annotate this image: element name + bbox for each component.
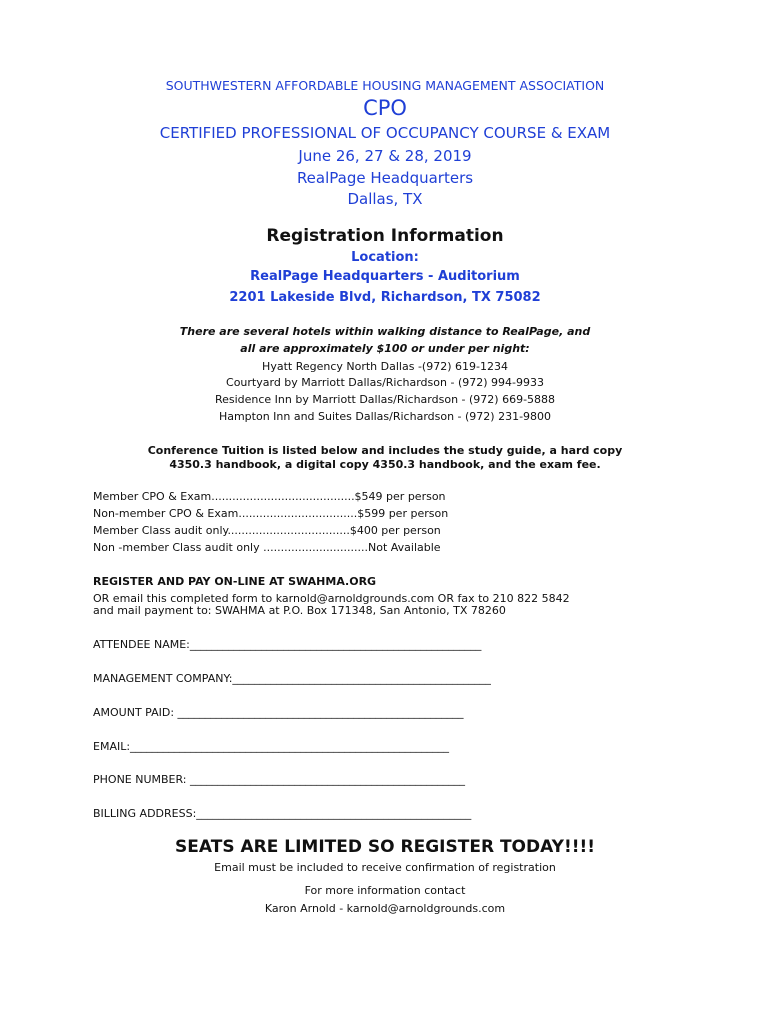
contact-line2: Karon Arnold - karnold@arnoldgrounds.com xyxy=(264,902,506,915)
contact-line1: For more information contact xyxy=(304,884,466,897)
tuition-note-line1: Conference Tuition is listed below and includes the study guide, a hard copy xyxy=(147,444,623,457)
amount-paid-field[interactable]: AMOUNT PAID: ____________________________________________________ xyxy=(93,706,464,719)
hotels-intro-line1: There are several hotels within walking distance to RealPage, and xyxy=(179,325,591,338)
course-city: Dallas, TX xyxy=(347,190,423,208)
billing-address-field[interactable]: BILLING ADDRESS:__________________________________________________ xyxy=(93,807,472,820)
register-online: REGISTER AND PAY ON-LINE AT SWAHMA.ORG xyxy=(93,575,377,588)
hotels-intro-line2: all are approximately $100 or under per night: xyxy=(240,342,530,355)
hotel-item: Courtyard by Marriott Dallas/Richardson - (972) 994-9933 xyxy=(226,376,544,389)
price-item: Member CPO & Exam.........................................$549 per person xyxy=(93,490,446,503)
location-label: Location: xyxy=(351,250,419,265)
confirmation-note: Email must be included to receive confirmation of registration xyxy=(214,861,556,874)
hotel-item: Hampton Inn and Suites Dallas/Richardson - (972) 231-9800 xyxy=(218,410,552,423)
course-venue: RealPage Headquarters xyxy=(296,169,474,187)
course-acronym: CPO xyxy=(363,96,407,120)
management-company-field[interactable]: MANAGEMENT COMPANY:_______________________________________________ xyxy=(93,672,491,685)
price-item: Member Class audit only...................................$400 per person xyxy=(93,524,441,537)
tuition-note-line2: 4350.3 handbook, a digital copy 4350.3 handbook, and the exam fee. xyxy=(169,458,601,471)
location-address: 2201 Lakeside Blvd, Richardson, TX 75082 xyxy=(229,290,541,305)
course-dates: June 26, 27 & 28, 2019 xyxy=(298,147,472,165)
email-field[interactable]: EMAIL:__________________________________________________________ xyxy=(93,740,450,753)
attendee-name-field[interactable]: ATTENDEE NAME:_____________________________________________________ xyxy=(93,638,482,651)
location-name: RealPage Headquarters - Auditorium xyxy=(250,269,520,284)
course-title: CERTIFIED PROFESSIONAL OF OCCUPANCY COURSE & EXAM xyxy=(159,124,611,142)
seats-limited-banner: SEATS ARE LIMITED SO REGISTER TODAY!!!! xyxy=(175,837,595,857)
price-item: Non -member Class audit only ..............................Not Available xyxy=(93,541,441,554)
register-email-line1: OR email this completed form to karnold@arnoldgrounds.com OR fax to 210 822 5842 xyxy=(93,592,570,605)
price-item: Non-member CPO & Exam..................................$599 per person xyxy=(93,507,449,520)
hotel-item: Hyatt Regency North Dallas -(972) 619-1234 xyxy=(262,360,508,373)
hotel-item: Residence Inn by Marriott Dallas/Richardson - (972) 669-5888 xyxy=(214,393,556,406)
registration-title: Registration Information xyxy=(266,226,504,246)
register-email-line2: and mail payment to: SWAHMA at P.O. Box 171348, San Antonio, TX 78260 xyxy=(93,604,506,617)
phone-number-field[interactable]: PHONE NUMBER: __________________________________________________ xyxy=(93,773,466,786)
organization-name: SOUTHWESTERN AFFORDABLE HOUSING MANAGEMENT ASSOCIATION xyxy=(165,78,605,93)
